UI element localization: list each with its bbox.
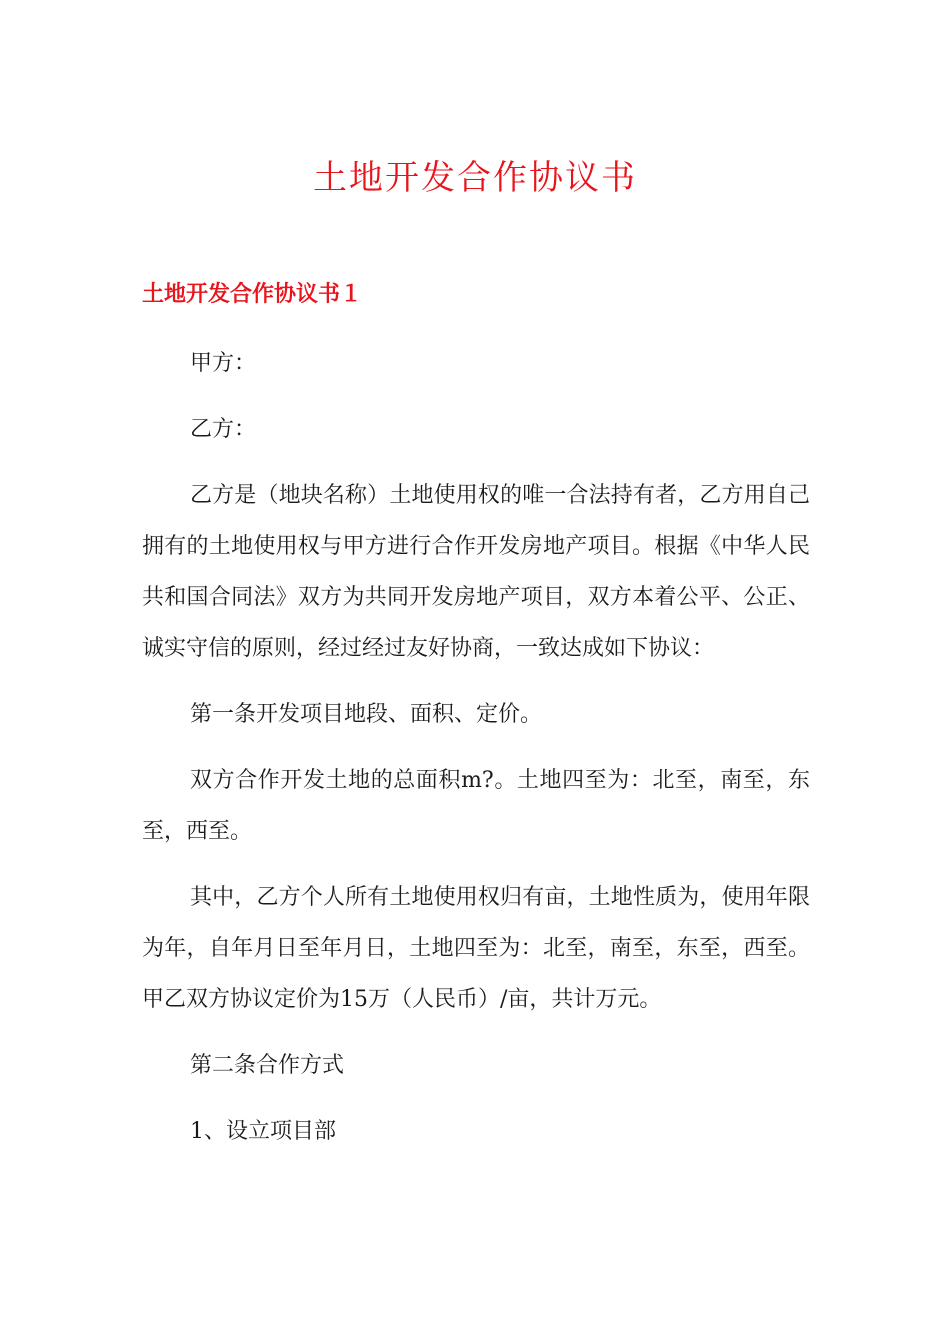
document-title: 土地开发合作协议书 <box>313 158 637 198</box>
preamble-paragraph: 乙方是（地块名称）土地使用权的唯一合法持有者，乙方用自己拥有的土地使用权与甲方进行合作开发房地产项目。根据《中华人民共和国合同法》双方为共同开发房地产项目，双方本着公平、公正、诚实守信的原则，经过经过友好协商，一致达成如下协议： <box>142 483 810 661</box>
article-1-heading: 第一条开发项目地段、面积、定价。 <box>190 702 543 727</box>
clause-1-heading: 1、设立项目部 <box>190 1119 336 1144</box>
section-heading: 土地开发合作协议书１ <box>142 282 363 307</box>
party-b-line: 乙方： <box>190 417 257 442</box>
document-body <box>142 338 810 1172</box>
area-paragraph: 双方合作开发土地的总面积m?。土地四至为：北至，南至，东至，西至。 <box>142 768 810 844</box>
land-rights-paragraph: 其中，乙方个人所有土地使用权归有亩，土地性质为，使用年限为年，自年月日至年月日，土地四至为：北至，南至，东至，西至。甲乙双方协议定价为15万（人民币）/亩，共计万元。 <box>142 885 810 1012</box>
party-a-line: 甲方： <box>190 351 257 376</box>
article-2-heading: 第二条合作方式 <box>190 1053 345 1078</box>
